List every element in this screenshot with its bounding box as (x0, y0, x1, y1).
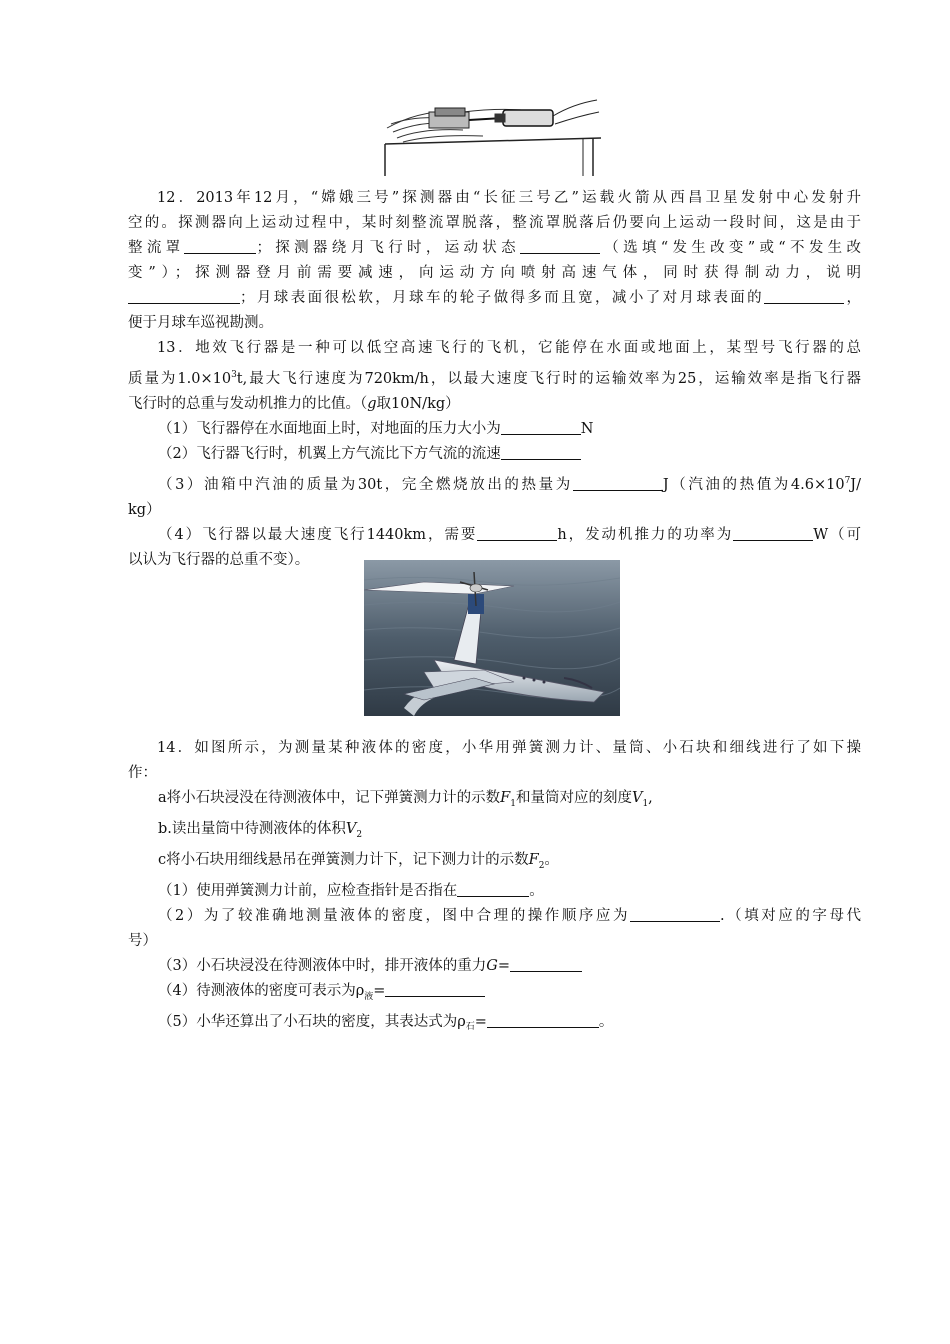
q14-sub4 (128, 979, 861, 1010)
q13-text: 取10N/kg） (376, 395, 460, 412)
q14-symbol: V (345, 820, 357, 837)
q14-step-b (128, 817, 861, 848)
q14-step-c (128, 848, 861, 879)
q13-text: J/ (850, 476, 861, 493)
q12-text: ， (844, 290, 861, 306)
q14-text: （1）使用弹簧测力计前，应检查指针是否指在 (158, 882, 458, 899)
answer-blank[interactable] (573, 476, 663, 491)
q14-text: c将小石块用细线悬吊在弹簧测力计下，记下测力计的示数 (158, 851, 529, 868)
answer-blank[interactable] (487, 1013, 599, 1028)
answer-blank[interactable] (501, 420, 581, 435)
q13-line3 (128, 392, 861, 417)
q14-text: （5）小华还算出了小石块的密度，其表达式为ρ (158, 1013, 466, 1030)
q14-symbol: V (631, 790, 643, 806)
q13-text: h，发动机推力的功率为 (557, 526, 734, 543)
q14-sub2-cont: 号） (128, 932, 157, 949)
q14-sub: 1 (510, 798, 516, 809)
q14-text: a将小石块浸没在待测液体中，记下弹簧测力计的示数 (158, 790, 501, 806)
q14-sub: 1 (642, 798, 649, 809)
q13-text: t,最大飞行速度为720km/h，以最大速度飞行时的运输效率为25，运输效率是指飞行器 (236, 370, 861, 387)
question-14 (128, 736, 861, 1040)
answer-blank[interactable] (630, 907, 720, 922)
answer-blank[interactable] (764, 289, 844, 304)
q14-sub: 2 (538, 860, 545, 871)
q14-text: = (373, 982, 386, 999)
spring-scale-figure (383, 98, 603, 178)
q12-text: 整流罩 (128, 240, 185, 256)
q13-text: 飞行时的总重与发动机推力的比值。（ (128, 395, 368, 412)
q14-text: 和量筒对应的刻度 (515, 790, 632, 806)
q14-sub: 2 (356, 829, 363, 840)
q14-symbol: G (486, 957, 498, 974)
q14-text: （3）小石块浸没在待测液体中时，排开液体的重力 (158, 957, 487, 974)
q12-line5 (128, 286, 861, 311)
q13-text: N (580, 420, 594, 437)
question-12 (128, 186, 861, 336)
answer-blank[interactable] (128, 289, 240, 304)
q14-sub: 石 (465, 1022, 475, 1033)
q14-sub1 (128, 879, 861, 904)
q12-line4: 变”）；探测器登月前需要减速，向运动方向喷射高速气体，同时获得制动力，说明 (128, 265, 861, 281)
q14-symbol: F (528, 851, 539, 868)
q14-text: = (474, 1013, 487, 1030)
q12-text: （选填“发生改变”或“不发生改 (599, 240, 861, 256)
q13-text: （2）飞行器飞行时，机翼上方气流比下方气流的流速 (158, 445, 501, 462)
q12-line2: 空的。探测器向上运动过程中，某时刻整流罩脱落，整流罩脱落后仍要向上运动一段时间，这是由于 (128, 215, 861, 231)
q13-sub4-cont: 以认为飞行器的总重不变）。 (128, 551, 310, 568)
q12-line6: 便于月球车巡视勘测。 (128, 315, 273, 331)
answer-blank[interactable] (520, 239, 600, 254)
q14-text: , (648, 790, 653, 806)
q13-sup: 3 (231, 370, 237, 380)
answer-blank[interactable] (477, 526, 557, 541)
q13-sub2 (128, 442, 861, 467)
q13-line2 (128, 361, 861, 392)
answer-blank[interactable] (733, 526, 813, 541)
q13-sub1 (128, 417, 861, 442)
answer-blank[interactable] (184, 239, 256, 254)
q12-text: ；探测器绕月飞行时，运动状态 (256, 240, 520, 256)
q14-sub3 (128, 954, 861, 979)
question-13 (128, 336, 861, 573)
q14-text: （2）为了较准确地测量液体的密度，图中合理的操作顺序应为 (158, 907, 631, 924)
answer-blank[interactable] (510, 957, 582, 972)
q14-text: 。 (529, 882, 544, 899)
q13-text: （3）油箱中汽油的质量为30t，完全燃烧放出的热量为 (158, 476, 573, 493)
q14-text: b.读出量筒中待测液体的体积 (158, 820, 346, 837)
q12-line3 (128, 236, 861, 261)
answer-blank[interactable] (385, 982, 485, 997)
q13-text: （1）飞行器停在水面地面上时，对地面的压力大小为 (158, 420, 501, 437)
q14-symbol: F (500, 790, 511, 806)
q14-text: 。 (598, 1013, 614, 1030)
q13-sub3 (128, 467, 861, 498)
q14-sub5 (128, 1010, 861, 1041)
q14-line2: 作： (128, 765, 157, 781)
q14-text: 。 (544, 851, 559, 868)
q13-text: J（汽油的热值为4.6×10 (662, 476, 845, 493)
q12-text: ；月球表面很松软，月球车的轮子做得多而且宽，减小了对月球表面的 (240, 290, 765, 306)
q14-step-a (128, 786, 861, 817)
q13-sup: 7 (844, 475, 851, 486)
q14-text: .（填对应的字母代 (720, 907, 861, 924)
q14-text: （4）待测液体的密度可表示为ρ (158, 982, 365, 999)
q14-text: = (497, 957, 510, 974)
answer-blank[interactable] (501, 445, 581, 460)
q13-symbol: g (367, 395, 377, 412)
ekranoplan-photo (364, 560, 620, 716)
q14-sub2 (128, 904, 861, 929)
q13-line1: 13．地效飞行器是一种可以低空高速飞行的飞机，它能停在水面或地面上，某型号飞行器的总 (157, 340, 861, 356)
answer-blank[interactable] (457, 882, 529, 897)
q13-sub3-cont: kg） (128, 501, 161, 518)
q12-line1: 12．2013年12月，“嫦娥三号”探测器由“长征三号乙”运载火箭从西昌卫星发射中心发射升 (157, 190, 861, 206)
q14-line1: 14．如图所示，为测量某种液体的密度，小华用弹簧测力计、量筒、小石块和细线进行了如下操 (157, 740, 861, 756)
q13-text: （4）飞行器以最大速度飞行1440km，需要 (158, 526, 478, 543)
q13-text: W（可 (813, 526, 861, 543)
q13-sub4 (128, 523, 861, 548)
q13-text: 质量为1.0×10 (128, 370, 232, 387)
q14-sub: 液 (364, 991, 374, 1002)
